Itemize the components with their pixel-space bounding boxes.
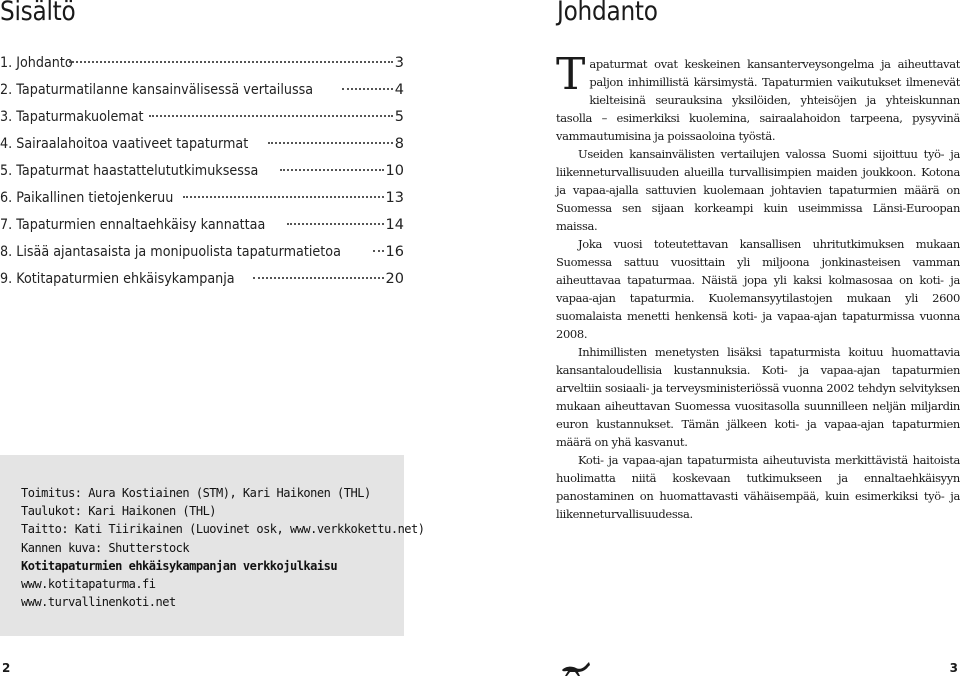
toc-item-page: 5: [394, 109, 404, 125]
toc-item[interactable]: [0, 190, 404, 217]
article-paragraph: [556, 343, 960, 451]
page-title-left: Sisältö: [0, 0, 76, 27]
toc-leader: [342, 88, 393, 90]
toc-item-page: 14: [385, 217, 404, 233]
running-cat-icon: [560, 658, 592, 678]
toc-item-page: 16: [385, 244, 404, 260]
drop-cap: T: [556, 49, 586, 100]
toc-item[interactable]: [0, 109, 404, 136]
toc-leader: [373, 250, 383, 252]
page-number-left: 2: [2, 661, 11, 675]
toc-item-page: 8: [394, 136, 404, 152]
article-paragraph-text: Useiden kansainvälisten vertailujen valossa Suomi sijoittuu työ- ja liikenneturvallisuuden alueilla turvallisimpien maiden joukkoon. Kotona ja vapaa-ajalla sattuvien kuolemaan johtavien tapaturmien määrä on Suomessa sen sijaan korkeampi kuin useimmissa Länsi-Euroopan maissa.: [556, 147, 960, 233]
page-title-right: Johdanto: [557, 0, 658, 27]
toc-item[interactable]: [0, 82, 404, 109]
link-kotitapaturma[interactable]: www.kotitapaturma.fi: [21, 577, 156, 592]
toc-item-label: 5. Tapaturmat haastattelututkimuksessa: [0, 163, 259, 179]
toc-item-label: 1. Johdanto: [0, 55, 73, 71]
toc-item[interactable]: [0, 244, 404, 271]
credit-publication: Kotitapaturmien ehkäisykampanjan verkkojulkaisu: [21, 558, 338, 573]
credit-layout: Taitto: Kati Tiirikainen (Luovinet osk, www.verkkokettu.net): [21, 522, 425, 537]
toc-leader: [280, 169, 384, 171]
toc-leader: [183, 196, 384, 198]
intro-article: [556, 49, 960, 523]
toc-item-page: 10: [385, 163, 404, 179]
credit-tables: Taulukot: Kari Haikonen (THL): [21, 504, 217, 519]
toc-item-page: 3: [394, 55, 404, 71]
toc-item-label: 2. Tapaturmatilanne kansainvälisessä vertailussa: [0, 82, 314, 98]
toc-leader: [69, 61, 393, 63]
toc-item-label: 6. Paikallinen tietojenkeruu: [0, 190, 174, 206]
toc-item[interactable]: [0, 163, 404, 190]
article-paragraph: [556, 451, 960, 523]
article-paragraph: [556, 49, 960, 145]
toc-item-label: 8. Lisää ajantasaista ja monipuolista tapaturmatietoa: [0, 244, 341, 260]
credit-cover-image: Kannen kuva: Shutterstock: [21, 540, 190, 555]
credits-box: [0, 455, 425, 636]
credit-editors: Toimitus: Aura Kostiainen (STM), Kari Haikonen (THL): [21, 486, 371, 500]
toc-item[interactable]: [0, 271, 404, 298]
article-paragraph: [556, 145, 960, 235]
page-number-right: 3: [949, 661, 958, 675]
toc-item-page: 4: [394, 82, 404, 98]
toc-item-label: 3. Tapaturmakuolemat: [0, 109, 144, 125]
toc-leader: [253, 277, 384, 279]
table-of-contents: [0, 55, 404, 298]
toc-item-label: 9. Kotitapaturmien ehkäisykampanja: [0, 271, 235, 287]
article-paragraph-text: Joka vuosi toteutettavan kansallisen uhritutkimuksen mukaan Suomessa sattuu vuosittain yli miljoona jonkinasteisen vamman aiheuttavaa tapaturmaa. Näistä jopa yli kaksi kolmasosaa on koti- ja vapaa-ajan tapaturmia. Kuolemansyytilastojen mukaan yli 2600 suomalaista menetti henkensä koti- ja vapaa-ajan tapaturmissa vuonna 2008.: [556, 237, 960, 341]
toc-item[interactable]: [0, 55, 404, 82]
article-paragraph-text: Koti- ja vapaa-ajan tapaturmista aiheutuvista merkittävistä haitoista huolimatta niitä koskevaan tutkimukseen ja ennaltaehkäisyyn panostaminen on huomattavasti vähäisempää, kuin esimerkiksi työ- ja liikenneturvallisuudessa.: [556, 453, 960, 521]
toc-item-page: 13: [385, 190, 404, 206]
credits-text: [21, 484, 424, 611]
link-turvallinenkoti[interactable]: www.turvallinenkoti.net: [21, 595, 176, 610]
article-paragraph-text: Inhimillisten menetysten lisäksi tapaturmista koituu huomattavia kansantaloudellisia kustannuksia. Koti- ja vapaa-ajan tapaturmien arveltiin sosiaali- ja terveysministeriössä vuonna 2002 tehdyn selvityksen mukaan aiheuttavan Suomessa vuositasolla suunnilleen neljän miljardin euron kustannukset. Tämän jälkeen koti- ja vapaa-ajan tapaturmien määrä on yhä kasvanut.: [556, 345, 960, 449]
toc-leader: [268, 142, 393, 144]
toc-item-page: 20: [385, 271, 404, 287]
toc-item-label: 7. Tapaturmien ennaltaehkäisy kannattaa: [0, 217, 266, 233]
article-paragraph: [556, 235, 960, 343]
article-paragraph-text: apaturmat ovat keskeinen kansanterveysongelma ja aiheuttavat paljon inhimillistä kärsimystä. Tapaturmien vaikutukset ilmenevät kielteisinä seurauksina yksilöiden, yhteisöjen ja yhteiskunnan tasolla – esimerkiksi kuolemina, sairaalahoidon tarpeena, pysyvinä vammautumisina ja poissaoloina työstä.: [556, 57, 960, 143]
toc-leader: [287, 223, 383, 225]
toc-leader: [149, 115, 393, 117]
toc-item-label: 4. Sairaalahoitoa vaativeet tapaturmat: [0, 136, 249, 152]
toc-item[interactable]: [0, 217, 404, 244]
toc-item[interactable]: [0, 136, 404, 163]
